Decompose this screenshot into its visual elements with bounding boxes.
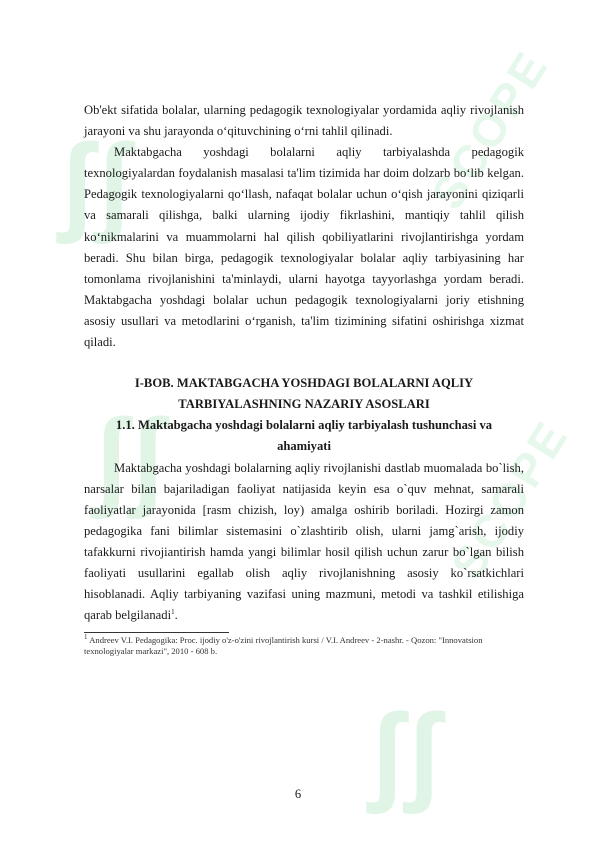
footnote-reference[interactable]: 1 [171,607,175,616]
watermark-logo: ʃʃ [368,692,442,815]
watermark-text: SCOPE [440,411,579,589]
page-number: 6 [294,787,302,801]
footnote-divider [84,632,229,633]
footnote [84,635,524,656]
paragraph-body: Maktabgacha yoshdagi bolalarni aqliy tarbiyalashda pedagogik texnologiyalardan foydalanish masalasi ta'lim tizimida har doim dolzarb bo‘lib kelgan. Pedagogik texnologiyalarni qo‘llash, nafaqat bolalar uchun o‘qish jarayonini qiziqarli va samarali qilishga, balki ularning ijodiy fikrlashini, mantiqiy tahlil qilish ko‘nikmalarini va muammolarni hal qilish qobiliyatlarini rivojlantirishga yordam beradi. Shu bilan birga, pedagogik texnologiyalar bolalar aqliy tarbiyasining har tomonlama rivojlanishini ta'minlaydi, ularni hayotga tayyorlashga yordam beradi. Maktabgacha yoshdagi bolalar uchun pedagogik texnologiyalarni joriy etishning asosiy usullari va metodlarini o‘rganish, ta'lim tizimining sifatini oshirishga xizmat qiladi. [84,145,524,350]
paragraph-section-text: Maktabgacha yoshdagi bolalarning aqliy rivojlanishi dastlab muomalada bo`lish, narsalar bilan bajariladigan faoliyat natijasida keyin esa o`quv mehnat, samarali faoliyatlar jarayonida [rasm chizish, loy) amalga oshirib boriladi. Hozirgi zamon pedagogika fani bilimlar sistemasini o`zlashtirib olish, ularni jamg`arish, ijodiy tafakkurni rivojiantirish hamda yangi bilimlar hosil qilish uchun zarur bo`lgan bilish faoliyati usullarini egallab olish aqliy rivojlanishning asosiy ko`rsatkichlari hisoblanadi. Aqliy tarbiyaning vazifasi uning mazmuni, metodi va tashkil etilishiga qarab belgilanadi [84,460,524,623]
section-title-line: 1.1. Maktabgacha yoshdagi bolalarni aqliy tarbiyalash tushunchasi va [115,418,493,433]
footnote-text: Andreev V.I. Pedagogika: Proc. ijodiy o'z-o'zini rivojlantirish kursi / V.I. Andreev - 2-nashr. - Qozon: "Innovatsion texnologiyalar markazi", 2010 - 608 b. [84,635,483,656]
page-content [84,100,524,656]
watermark-text: SCOPE [420,41,559,219]
chapter-title-line: I-BOB. MAKTABGACHA YOSHDAGI BOLALARNI AQLIY [134,376,474,391]
section-title [84,415,524,457]
chapter-title [84,373,524,415]
paragraph-intro: Ob'ekt sifatida bolalar, ularning pedagogik texnologiyalar yordamida aqliy rivojlanish jarayoni va shu jarayonda o‘qituvchining o‘rni tahlil qilinadi. [84,103,524,139]
watermark-logo: ʃʃ [58,122,132,245]
watermark-logo: ʃʃ [92,397,166,520]
footnote-mark: 1 [84,633,88,642]
chapter-title-line: TARBIYALASHNING NAZARIY ASOSLARI [178,397,430,412]
paragraph-section: Maktabgacha yoshdagi bolalarning aqliy rivojlanishi dastlab muomalada bo`lish, narsalar bilan bajariladigan faoliyat natijasida keyin esa o`quv mehnat, samarali faoliyatlar jarayonida [rasm chizish, loy) amalga oshirib boriladi. Hozirgi zamon pedagogika fani bilimlar sistemasini o`zlashtirib olish, ularni jamg`arish, ijodiy tafakkurni rivojiantirish hamda yangi bilimlar hosil qilish uchun zarur bo`lgan bilish faoliyati usullarini egallab olish aqliy rivojlanishning asosiy ko`rsatkichlari hisoblanadi. Aqliy tarbiyaning vazifasi uning mazmuni, metodi va tashkil etilishiga qarab belgilanadi$^1$. [84,460,524,623]
section-title-line: ahamiyati [277,439,331,454]
